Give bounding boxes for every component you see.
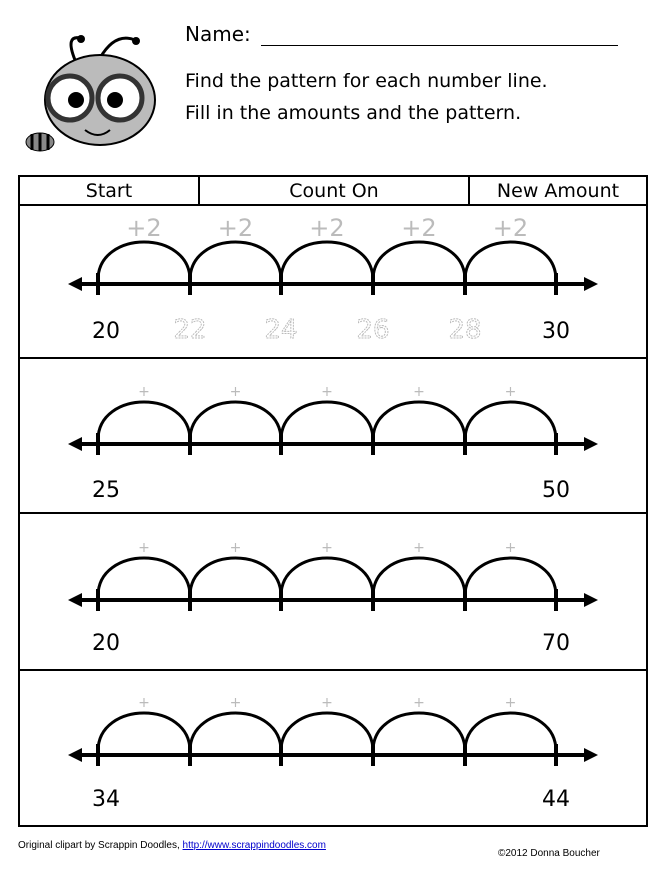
jump-arc	[98, 402, 190, 440]
jump-label: +	[504, 540, 517, 556]
credit-link[interactable]: http://www.scrappindoodles.com	[182, 840, 326, 851]
instruction-line-1: Find the pattern for each number line.	[185, 70, 548, 92]
jump-label: +2	[401, 214, 437, 242]
arrow-right-icon	[584, 277, 598, 291]
column-start: Start	[20, 177, 200, 204]
jump-arc	[465, 242, 556, 280]
instruction-line-2: Fill in the amounts and the pattern.	[185, 102, 522, 124]
jump-label: +	[138, 384, 150, 400]
jump-arc	[190, 402, 281, 440]
arrow-right-icon	[584, 437, 598, 451]
start-number: 20	[92, 631, 120, 656]
jump-arc	[465, 713, 556, 751]
traced-number: 28	[448, 315, 482, 345]
jump-arc	[190, 558, 281, 596]
jump-label: +	[138, 695, 150, 711]
arrow-right-icon	[584, 748, 598, 762]
jump-arc	[373, 242, 465, 280]
jump-label: +	[229, 695, 242, 711]
arrow-left-icon	[68, 437, 82, 451]
arrow-left-icon	[68, 748, 82, 762]
jump-label: +	[229, 540, 242, 556]
column-count-on: Count On	[200, 177, 470, 204]
arrow-left-icon	[68, 277, 82, 291]
end-number: 44	[542, 787, 570, 812]
name-label: Name:	[185, 22, 251, 46]
jump-label: +2	[492, 214, 529, 242]
jump-arc	[281, 402, 373, 440]
start-number: 34	[92, 787, 120, 812]
jump-label: +	[413, 540, 425, 556]
jump-arc	[98, 713, 190, 751]
jump-arc	[373, 402, 465, 440]
jump-label: +	[321, 384, 333, 400]
jump-arc	[373, 558, 465, 596]
jump-arc	[281, 713, 373, 751]
jump-label: +	[504, 695, 517, 711]
credit-text: Original clipart by Scrappin Doodles,	[18, 840, 180, 851]
start-number: 25	[92, 478, 120, 503]
jump-label: +2	[217, 214, 254, 242]
end-number: 70	[542, 631, 570, 656]
jump-label: +	[413, 695, 425, 711]
jump-label: +	[229, 384, 242, 400]
traced-number: 26	[356, 315, 390, 345]
jump-arc	[373, 713, 465, 751]
jump-label: +	[321, 540, 333, 556]
jump-label: +2	[126, 214, 162, 242]
jump-label: +	[413, 384, 425, 400]
jump-arc	[190, 242, 281, 280]
traced-number: 24	[264, 315, 298, 345]
jump-label: +2	[309, 214, 345, 242]
footer-credit	[18, 840, 326, 851]
jump-arc	[98, 558, 190, 596]
column-new-amount: New Amount	[496, 179, 620, 202]
jump-arc	[281, 558, 373, 596]
jump-label: +	[504, 384, 517, 400]
jump-arc	[465, 558, 556, 596]
start-number: 20	[92, 319, 120, 344]
end-number: 50	[542, 478, 570, 503]
jump-arc	[98, 242, 190, 280]
end-number: 30	[542, 319, 570, 344]
arrow-left-icon	[68, 593, 82, 607]
jump-label: +	[138, 540, 150, 556]
copyright: ©2012 Donna Boucher	[498, 848, 600, 859]
arrow-right-icon	[584, 593, 598, 607]
jump-arc	[465, 402, 556, 440]
traced-number: 22	[173, 315, 207, 345]
jump-arc	[190, 713, 281, 751]
jump-label: +	[321, 695, 333, 711]
jump-arc	[281, 242, 373, 280]
